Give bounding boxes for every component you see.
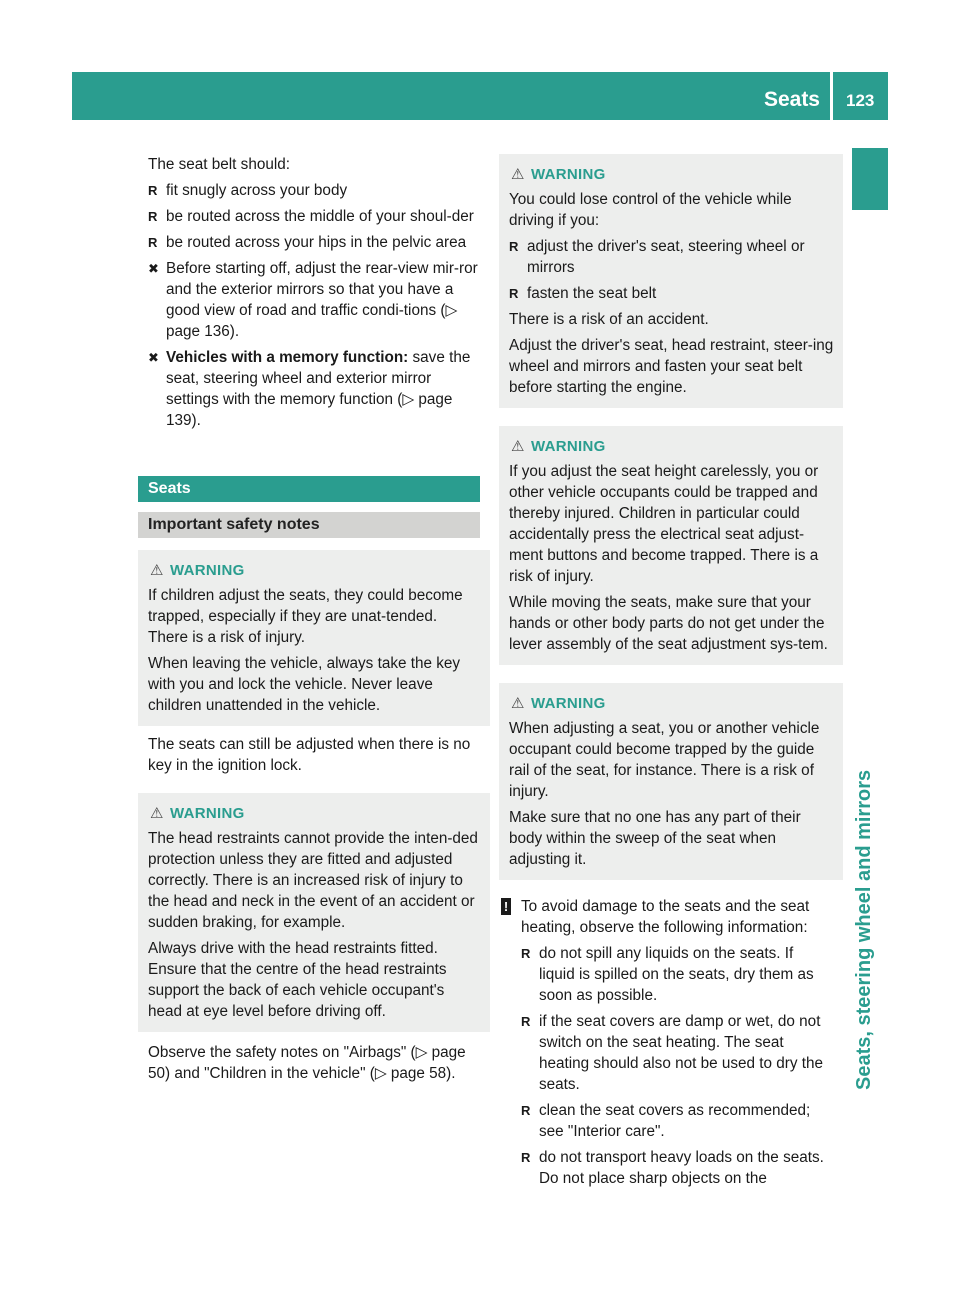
- exclamation-icon: !: [501, 898, 511, 915]
- action-step: ✖ Vehicles with a memory function: save the seat, steering wheel and exterior mirror settings with the memory function (▷ page 139).: [148, 349, 471, 429]
- page-header: [72, 72, 888, 120]
- action-arrow-icon: ✖: [148, 350, 159, 365]
- action-step: ✖ Before starting off, adjust the rear-view mir-ror and the exterior mirrors so that you have a good view of road and traffic condi-tions (▷ page 136).: [148, 260, 478, 340]
- bullet-icon: R: [148, 235, 158, 250]
- list-item: R fasten the seat belt: [509, 285, 657, 302]
- right-column: [503, 154, 834, 1194]
- header-separator: [830, 72, 833, 120]
- bullet-icon: R: [521, 946, 531, 961]
- warning-triangle-icon: ⚠: [150, 562, 164, 579]
- bullet-icon: R: [509, 239, 519, 254]
- warning-triangle-icon: ⚠: [511, 166, 525, 183]
- bullet-icon: R: [509, 286, 519, 301]
- warning-triangle-icon: ⚠: [511, 695, 525, 712]
- list-item: R adjust the driver's seat, steering wheel or mirrors: [509, 238, 805, 276]
- warning-box: ⚠ WARNING You could lose control of the vehicle while driving if you: R adjust the driver's seat, steering wheel or mirrors R fasten the seat belt There is a risk of an accident. Adjust the driver's seat, head restraint, steer-ing wheel and mirrors and fasten your seat belt before starting the engine.: [499, 154, 843, 408]
- observe-note: Observe the safety notes on "Airbags" (▷ page 50) and "Children in the vehicle" (▷ page 58).: [148, 1044, 466, 1082]
- list-item: R do not transport heavy loads on the seats. Do not place sharp objects on the: [521, 1149, 824, 1187]
- list-item: R clean the seat covers as recommended; see "Interior care".: [521, 1102, 811, 1140]
- list-item: R be routed across your hips in the pelvic area: [148, 234, 467, 251]
- warning-triangle-icon: ⚠: [150, 805, 164, 822]
- bullet-icon: R: [521, 1014, 531, 1029]
- warning-box: ⚠ WARNING If you adjust the seat height carelessly, you or other vehicle occupants could be trapped and thereby injured. Children in particular could accidentally press the electrical seat adjust-ment buttons and become trapped. There is a risk of injury. While moving the seats, make sure that your hands or other body parts do not get under the lever assembly of the seat adjustment sys-tem.: [499, 426, 843, 665]
- warning-box: ⚠ WARNING If children adjust the seats, they could become trapped, especially if they are unat-tended. There is a risk of injury. When leaving the vehicle, always take the key with you and lock the vehicle. Never leave children unattended in the vehicle.: [138, 550, 490, 726]
- damage-note: ! To avoid damage to the seats and the seat heating, observe the following information:: [501, 896, 833, 938]
- list-item: R fit snugly across your body: [148, 182, 348, 199]
- belt-intro: The seat belt should:: [148, 156, 291, 173]
- warning-box: ⚠ WARNING The head restraints cannot provide the inten-ded protection unless they are fitted and adjusted correctly. There is an increased risk of injury to the head and neck in the event of an accident or sudden braking, for example. Always drive with the head restraints fitted. Ensure that the centre of the head restraints support the back of each vehicle occupant's head at eye level before driving off.: [138, 793, 490, 1032]
- left-column: [148, 154, 480, 1089]
- section-heading: Seats: [138, 476, 480, 502]
- bullet-icon: R: [148, 183, 158, 198]
- list-item: R if the seat covers are damp or wet, do not switch on the seat heating. The seat heating should also not be used to dry the seats.: [521, 1013, 824, 1093]
- key-note: The seats can still be adjusted when there is no key in the ignition lock.: [148, 736, 471, 774]
- header-title: Seats: [763, 88, 820, 111]
- page-number: 123: [846, 91, 875, 110]
- side-tab-marker: [852, 148, 888, 210]
- subsection-heading: Important safety notes: [138, 512, 480, 538]
- warning-triangle-icon: ⚠: [511, 438, 525, 455]
- bullet-icon: R: [148, 209, 158, 224]
- warning-box: ⚠ WARNING When adjusting a seat, you or another vehicle occupant could become trapped by the guide rail of the seat, for instance. There is a risk of injury. Make sure that no one has any part of their body within the sweep of the seat when adjusting it.: [499, 683, 843, 880]
- list-item: R do not spill any liquids on the seats. If liquid is spilled on the seats, dry them as soon as possible.: [521, 945, 814, 1004]
- action-arrow-icon: ✖: [148, 261, 159, 276]
- bullet-icon: R: [521, 1103, 531, 1118]
- list-item: R be routed across the middle of your shoul-der: [148, 208, 474, 225]
- side-tab-label: Seats, steering wheel and mirrors: [853, 769, 875, 1090]
- bullet-icon: R: [521, 1150, 531, 1165]
